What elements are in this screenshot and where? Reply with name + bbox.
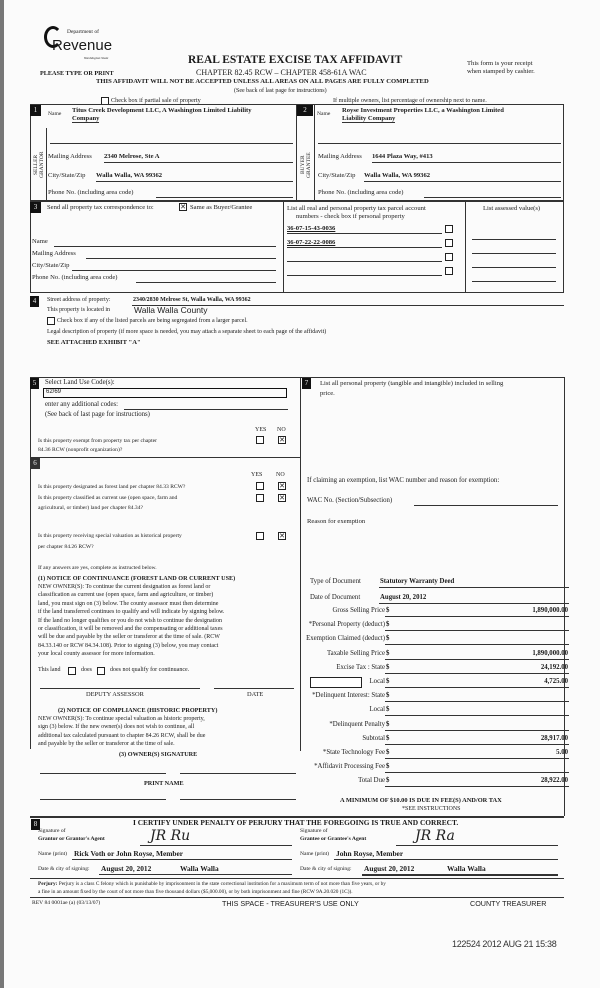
cashier-stamp: 122524 2012 AUG 21 15:38 (452, 939, 557, 949)
chapter: CHAPTER 82.45 RCW – CHAPTER 458-61A WAC (196, 68, 367, 77)
additional-codes-field[interactable] (124, 409, 288, 410)
date-city-label: Date & city of signing: (38, 866, 90, 872)
dollar-sign: $ (386, 777, 390, 785)
name-label: Name (48, 111, 62, 117)
land-use-code-input[interactable]: 62/69 (43, 388, 287, 398)
segregated-checkbox[interactable] (47, 317, 55, 325)
section-number: 1 (30, 105, 41, 116)
dollar-sign: $ (386, 749, 390, 756)
wac-label: WAC No. (Section/Subsection) (307, 497, 393, 504)
nonprofit-yes-checkbox[interactable] (256, 436, 264, 444)
dollar-sign: $ (386, 706, 390, 714)
does-label: does (81, 667, 92, 673)
s3-mail-label: Mailing Address (32, 250, 76, 257)
nonprofit-no-checkbox[interactable] (278, 436, 286, 444)
yes-header: YES (255, 427, 267, 433)
scan-edge (0, 0, 4, 988)
local-code-input[interactable] (310, 677, 362, 688)
buyer-name[interactable]: Royse Investment Properties LLC, a Washington Limited (342, 107, 504, 114)
county-treasurer-label: COUNTY TREASURER (470, 899, 547, 908)
forest-yes-checkbox[interactable] (256, 482, 264, 490)
no-header: NO (276, 472, 285, 478)
personal-property-checkbox[interactable] (445, 253, 453, 261)
grantee-print-name[interactable]: John Royse, Member (336, 849, 404, 858)
notice-line: classification as current use (open space, farm and agriculture, or timber) (38, 592, 214, 599)
print-name-field[interactable] (40, 799, 166, 800)
current-use-yes-checkbox[interactable] (256, 494, 264, 502)
notice-line: will be due and payable by the seller or transferor at the time of sale. (RCW (38, 634, 220, 641)
additional-codes-label: enter any additional codes: (45, 401, 119, 408)
tax-row-label: Taxable Selling Price (326, 649, 385, 657)
assessed-value-field[interactable] (472, 267, 556, 268)
tax-row-value[interactable]: 24,192.00 (540, 663, 568, 671)
buyer-city[interactable]: Walla Walla, WA 99362 (364, 172, 431, 179)
tax-row-line (385, 772, 569, 773)
tax-row-line (385, 616, 569, 617)
parcel-number[interactable]: 36-07-22-22-0086 (287, 239, 336, 246)
logo-sub: Washington State (84, 56, 109, 60)
no-header: NO (277, 427, 286, 433)
document-date[interactable]: August 20, 2012 (380, 594, 427, 601)
date-city-label: Date & city of signing: (300, 866, 352, 872)
section-number: 3 (30, 202, 41, 213)
does-not-qualify-checkbox[interactable] (97, 667, 105, 675)
phone-label: Phone No. (including area code) (318, 189, 404, 196)
dollar-sign: $ (386, 635, 390, 643)
historic-no-checkbox[interactable] (278, 532, 286, 540)
personal-property-label: List all personal property (tangible and intangible) included in selling (320, 380, 504, 387)
same-as-buyer-checkbox[interactable] (179, 203, 187, 211)
buyer-name-2[interactable]: Liability Company (342, 115, 396, 122)
city-label: City/State/Zip (48, 172, 86, 179)
grantor-sign-date[interactable]: August 20, 2012 (101, 864, 152, 873)
city-label: City/State/Zip (318, 172, 356, 179)
certify-statement: I CERTIFY UNDER PENALTY OF PERJURY THAT THE FOREGOING IS TRUE AND CORRECT. (133, 818, 459, 827)
s3-phone-field[interactable] (136, 282, 276, 283)
assessed-header: List assessed value(s) (483, 205, 541, 212)
buyer-phone-field[interactable] (424, 197, 561, 198)
tax-row-line (385, 673, 569, 674)
dollar-sign: $ (386, 692, 390, 700)
grantee-sign-date[interactable]: August 20, 2012 (364, 864, 415, 873)
perjury-label: Perjury: (38, 881, 58, 887)
tax-row-value[interactable]: 4,725.00 (544, 678, 568, 685)
s3-name-label: Name (32, 238, 48, 245)
nonprofit-question-2: 84.36 RCW (nonprofit organization)? (38, 447, 123, 453)
historic-question: Is this property receiving special valuation as historical property (38, 533, 182, 539)
dollar-sign: $ (386, 763, 390, 771)
send-label: Send all property tax correspondence to: (47, 204, 154, 211)
notice-line: NEW OWNER(S): To continue special valuation as historic property, (38, 716, 205, 722)
tax-row-line (385, 730, 569, 731)
tax-row-label: Total Due (358, 777, 385, 785)
notice-line: NEW OWNER(S): To continue the current designation as forest land or (38, 584, 211, 590)
legal-description[interactable]: SEE ATTACHED EXHIBIT "A" (47, 339, 141, 346)
section-number: 5 (30, 378, 39, 389)
signature-of-label: Signature of (38, 828, 66, 834)
tax-row-line (385, 701, 569, 702)
notice-line: if the land transferred continues to qualify and will indicate by signing below. (38, 609, 225, 616)
dollar-sign: $ (386, 649, 390, 657)
notice-compliance-title: (2) NOTICE OF COMPLIANCE (HISTORIC PROPERTY) (58, 707, 218, 714)
signature-of-label: Signature of (300, 828, 328, 834)
tax-row-label: Subtotal (362, 734, 385, 742)
mail-label: Mailing Address (48, 153, 92, 160)
buyer-label: BUYER GRANTEE (300, 152, 312, 178)
tax-row-value[interactable]: 5.00 (556, 749, 568, 756)
grantee-agent-label: Grantee or Grantee's Agent (300, 836, 367, 842)
owner-signature-field[interactable] (180, 773, 296, 774)
dollar-sign: $ (386, 734, 390, 742)
section-number: 8 (31, 819, 40, 830)
tax-row-line (385, 715, 569, 716)
historic-yes-checkbox[interactable] (256, 532, 264, 540)
phone-label: Phone No. (including area code) (48, 189, 134, 196)
partial-sale-label: Check box if partial sale of property (111, 97, 201, 104)
treasurer-use-label: THIS SPACE - TREASURER'S USE ONLY (222, 899, 359, 908)
tax-row-label: *Delinquent Interest: State (312, 692, 385, 700)
tax-row-label: *Affidavit Processing Fee (314, 763, 385, 771)
current-use-no-checkbox[interactable] (278, 494, 286, 502)
personal-property-checkbox[interactable] (445, 239, 453, 247)
seller-name[interactable]: Titus Creek Development LLC, A Washington Limited Liability (72, 107, 252, 114)
historic-question-2: per chapter 84.26 RCW? (38, 544, 94, 550)
seller-label: SELLER GRANTOR (33, 151, 45, 179)
seller-mailing-address[interactable]: 2340 Melrose, Ste A (104, 153, 160, 160)
dollar-sign: $ (386, 678, 390, 685)
same-as-buyer-label: Same as Buyer/Grantee (190, 204, 253, 211)
notice-line: additional tax calculated pursuant to chapter 84.26 RCW, shall be due (38, 732, 206, 739)
seller-phone-field[interactable] (156, 197, 293, 198)
tax-row-value[interactable]: 1,890,000.00 (532, 607, 568, 614)
name-print-label: Name (print) (38, 851, 68, 857)
dollar-sign: $ (386, 621, 390, 629)
seller-name-2[interactable]: Company (72, 115, 100, 122)
current-use-question-2: agricultural, or timber) land per chapter 84.34? (38, 505, 143, 511)
grantee-sign-city[interactable]: Walla Walla (447, 864, 486, 873)
receipt-note-2: when stamped by cashier. (467, 68, 535, 75)
dollar-sign: $ (386, 607, 390, 614)
segregated-label: Check box if any of the listed parcels are being segregated from a larger parcel. (57, 318, 248, 324)
notice-line: your local county assessor for more information. (38, 651, 155, 658)
multiple-owners-note: If multiple owners, list percentage of ownership next to name. (333, 97, 487, 104)
perjury-text-2: a fine in an amount fixed by the court of not more than five thousand dollars ($5,000.00), or by both imprisonment and fine (RCW 9A.20.020 (1C)). (38, 889, 353, 895)
assessed-value-field[interactable] (472, 239, 556, 240)
notice-line: sign (3) below. If the new owner(s) does not wish to continue, all (38, 724, 195, 731)
personal-property-checkbox[interactable] (445, 267, 453, 275)
deputy-assessor-label: DEPUTY ASSESSOR (86, 691, 144, 698)
forest-no-checkbox[interactable] (278, 482, 286, 490)
print-name-field[interactable] (180, 799, 296, 800)
personal-property-checkbox[interactable] (445, 225, 453, 233)
tax-row-line (385, 786, 569, 787)
forest-question: Is this property designated as forest land per chapter 84.33 RCW? (38, 484, 186, 490)
see-back: (See back of last page for instructions) (234, 88, 327, 94)
tax-row-label: Gross Selling Price (332, 607, 385, 614)
receipt-note: This form is your receipt (467, 60, 533, 67)
name-print-label: Name (print) (300, 851, 330, 857)
property-street-address[interactable]: 2340/2830 Melrose St, Walla Walla, WA 99362 (133, 297, 251, 303)
logo-line1: Department of (67, 29, 99, 35)
notice-line: 84.33.140 or RCW 84.34.108). Prior to signing (3) below, you may contact (38, 642, 219, 649)
s3-city-label: City/State/Zip (32, 262, 70, 269)
please-type: PLEASE TYPE OR PRINT (40, 70, 114, 77)
notice-continuance-title: (1) NOTICE OF CONTINUANCE (FOREST LAND OR CURRENT USE) (38, 575, 236, 582)
exemption-label: If claiming an exemption, list WAC number and reason for exemption: (307, 477, 500, 484)
wac-field[interactable] (414, 505, 558, 506)
tax-row-value[interactable]: 28,922.00 (540, 777, 568, 785)
tax-row-line (385, 630, 569, 631)
yes-header: YES (251, 472, 263, 478)
doc-date-label: Date of Document (310, 594, 361, 601)
assessed-value-field[interactable] (472, 253, 556, 254)
notice-line: If the land no longer qualifies or you do not wish to continue the designation (38, 617, 222, 624)
grantee-signature[interactable]: JR Ra (415, 828, 455, 844)
section-number: 4 (30, 296, 39, 307)
assessed-value-field[interactable] (472, 281, 556, 282)
tax-row-value[interactable]: 1,890,000.00 (532, 649, 568, 657)
doc-type-label: Type of Document (310, 578, 361, 585)
s3-phone-label: Phone No. (including area code) (32, 274, 118, 281)
grantor-agent-label: Grantor or Grantor's Agent (38, 836, 105, 842)
logo-main: Revenue (52, 37, 113, 54)
minimum-note: A MINIMUM OF $10.00 IS DUE IN FEE(S) AND/OR TAX (340, 797, 502, 804)
notice-line: and payable by the seller or transferor at the time of sale. (38, 741, 175, 748)
nonprofit-question: Is this property exempt from property tax per chapter (38, 438, 157, 444)
this-land-label: This land (38, 667, 61, 673)
section-number: 6 (30, 458, 40, 469)
does-not-label: does not qualify for continuance. (110, 667, 190, 673)
deputy-assessor-signature-field[interactable] (40, 688, 200, 689)
tax-row-line (385, 744, 569, 745)
does-qualify-checkbox[interactable] (68, 667, 76, 675)
land-use-label: Select Land Use Code(s): (45, 379, 115, 386)
parcel-header-2: numbers - check box if personal property (296, 213, 405, 220)
see-instructions: *SEE INSTRUCTIONS (402, 806, 461, 812)
warning: THIS AFFIDAVIT WILL NOT BE ACCEPTED UNLESS ALL AREAS ON ALL PAGES ARE FULLY COMPLETED (96, 78, 429, 85)
owner-signature-field[interactable] (40, 773, 166, 774)
legal-label: Legal description of property (if more space is needed, you may attach a separate sheet to each page of the affidavit) (47, 329, 327, 335)
reason-label: Reason for exemption (307, 518, 366, 525)
parcel-header: List all real and personal property tax parcel account (287, 205, 426, 212)
owner-signature-title: (3) OWNER(S) SIGNATURE (119, 751, 198, 758)
grantor-signature[interactable]: JR Ru (150, 828, 191, 844)
county[interactable]: Walla Walla County (134, 305, 208, 315)
notice-line: or classification, it will be removed and the compensating or additional taxes (38, 626, 223, 632)
tax-row-label: Local (369, 706, 385, 714)
parcel-number[interactable]: 36-07-15-43-0036 (287, 225, 336, 232)
grantor-print-name[interactable]: Rick Voth or John Royse, Member (74, 849, 184, 858)
section-number: 7 (302, 378, 311, 389)
s3-name-field[interactable] (54, 246, 276, 247)
assessor-date-field[interactable] (214, 688, 294, 689)
tax-row-label: *State Technology Fee (322, 749, 385, 756)
tax-row-line (385, 659, 569, 660)
dollar-sign: $ (386, 663, 390, 671)
assessor-date-label: DATE (247, 691, 264, 698)
see-back-note: (See back of last page for instructions) (45, 411, 150, 418)
s3-city-field[interactable] (72, 270, 276, 271)
form-title: REAL ESTATE EXCISE TAX AFFIDAVIT (188, 54, 403, 66)
section-number: 2 (297, 105, 313, 116)
print-name-label: PRINT NAME (144, 780, 184, 787)
tax-row-label: Local (369, 678, 385, 685)
dollar-sign: $ (386, 720, 390, 728)
form-revision: REV 84 0001ae (a) (03/13/07) (32, 900, 101, 906)
tax-row-line (385, 687, 569, 688)
seller-city[interactable]: Walla Walla, WA 99362 (96, 172, 163, 179)
tax-row-label: Exemption Claimed (deduct) (306, 635, 385, 643)
tax-row-label: *Personal Property (deduct) (308, 621, 385, 629)
s3-mail-field[interactable] (86, 258, 276, 259)
personal-property-label-2: price. (320, 390, 335, 397)
tax-row-line (385, 644, 569, 645)
grantor-sign-city[interactable]: Walla Walla (180, 864, 219, 873)
tax-row-label: Excise Tax : State (336, 663, 385, 671)
current-use-question: Is this property classified as current use (open space, farm and (38, 495, 178, 501)
notice-line: land, you must sign on (3) below. The county assessor must then determine (38, 600, 219, 607)
street-label: Street address of property: (47, 297, 111, 303)
buyer-mailing-address[interactable]: 1644 Plaza Way, #413 (372, 153, 433, 160)
perjury-text: Perjury is a class C felony which is punishable by imprisonment in the state correctional institution for a maximum term of not more than five years, or by (58, 881, 386, 887)
document-type[interactable]: Statutory Warranty Deed (380, 578, 455, 585)
mail-label: Mailing Address (318, 153, 362, 160)
name-label: Name (317, 111, 331, 117)
tax-row-label: *Delinquent Penalty (329, 720, 385, 728)
located-label: This property is located in (47, 307, 110, 313)
tax-row-value[interactable]: 28,917.00 (540, 734, 568, 742)
tax-row-line (385, 758, 569, 759)
if-yes-note: If any answers are yes, complete as instructed below. (38, 565, 157, 571)
